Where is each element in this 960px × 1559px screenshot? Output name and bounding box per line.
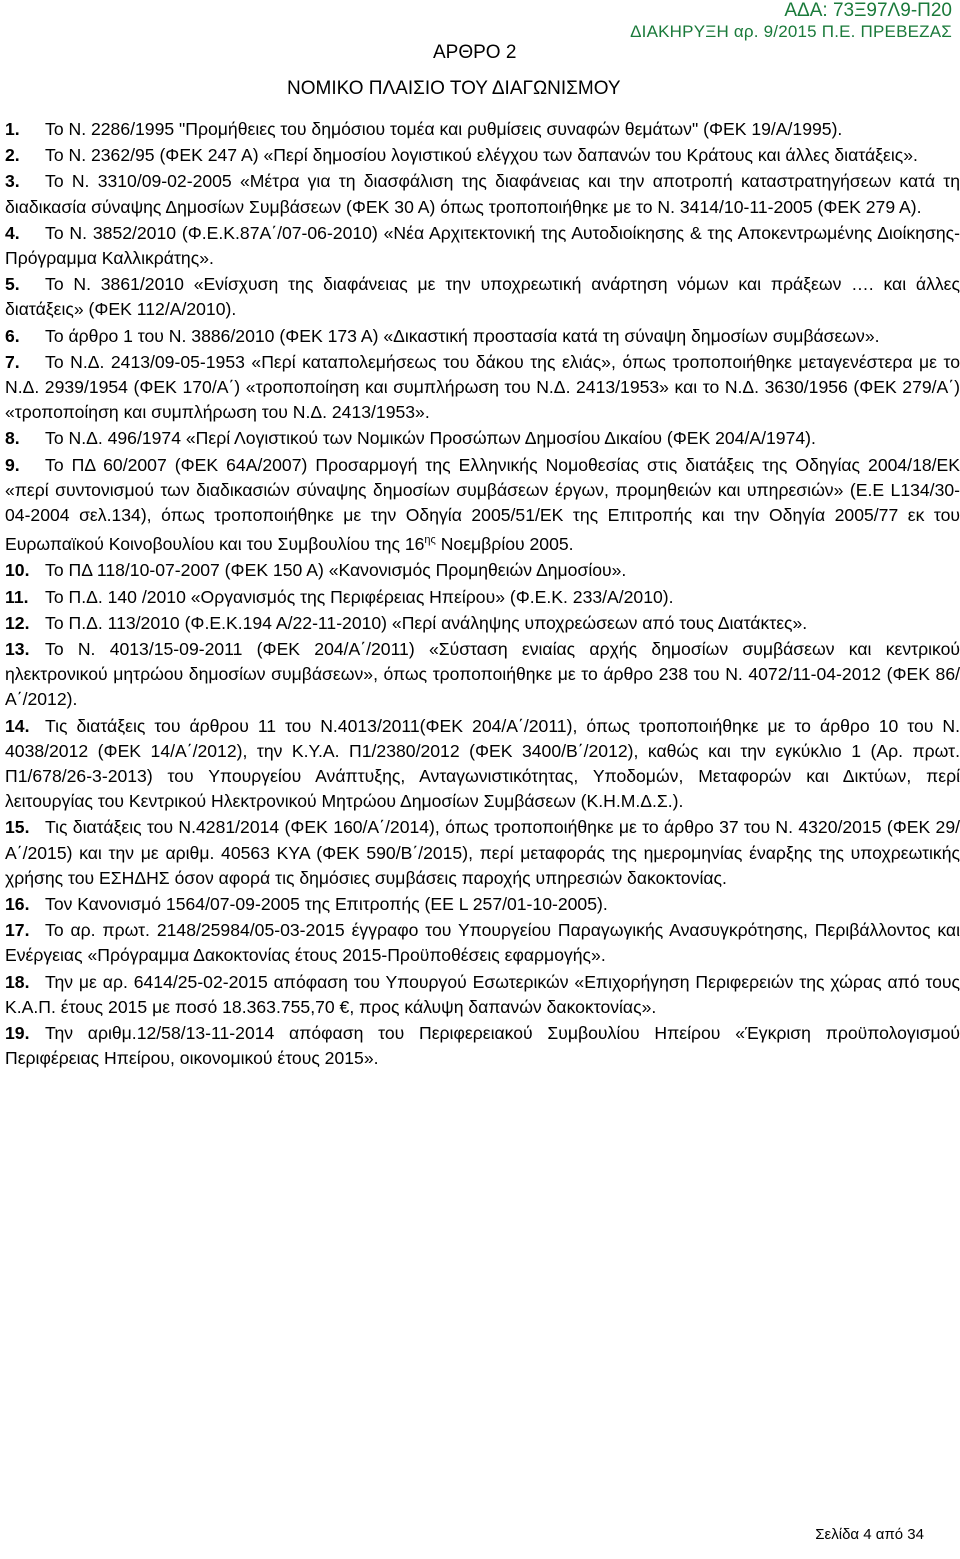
list-item [5, 611, 960, 636]
item-number: 11. [5, 586, 29, 607]
item-text: Το αρ. πρωτ. 2148/25984/05-03-2015 έγγραφο του Υπουργείου Παραγωγικής Ανασυγκρότησης, Περιβάλλοντος και Ενέργειας «Πρόγραμμα Δακοκτονίας έτους 2015-Προϋποθέσεις εφαρμογής». [5, 920, 960, 966]
article-title: ΝΟΜΙΚΟ ΠΛΑΙΣΙΟ ΤΟΥ ΔΙΑΓΩΝΙΣΜΟΥ [287, 78, 621, 99]
item-text: Τον Κανονισμό 1564/07-09-2005 της Επιτροπής (ΕΕ L 257/01-10-2005). [45, 893, 608, 914]
item-number: 2. [5, 145, 20, 166]
item-number: 12. [5, 612, 30, 633]
item-text: Την αριθμ.12/58/13-11-2014 απόφαση του Περιφερειακού Συμβουλίου Ηπείρου «Έγκριση προϋπολογισμού Περιφέρειας Ηπείρου, οικονομικού έτους 2015». [5, 1022, 960, 1069]
item-number: 17. [5, 920, 30, 941]
item-text: Το Ν. 3310/09-02-2005 «Μέτρα για τη διασφάλιση της διαφάνειας και την αποτροπή καταστρατηγήσεων κατά τη διαδικασία σύναψης Δημοσίων Συμβάσεων (ΦΕΚ 30 Α) όπως τροποποιήθηκε με το Ν. 3414/10-11-2005 (ΦΕΚ 279 Α). [5, 171, 960, 217]
list-item [5, 117, 960, 142]
list-item [5, 970, 960, 1020]
ada-code: ΑΔΑ: 73Ξ97Λ9-Π20 [784, 0, 952, 21]
item-text: Το Ν. 3852/2010 (Φ.Ε.Κ.87Α΄/07-06-2010) «Νέα Αρχιτεκτονική της Αυτοδιοίκησης & της Αποκεντρωμένης Διοίκησης-Πρόγραμμα Καλλικράτης». [5, 222, 960, 269]
list-item [5, 426, 960, 451]
item-number: 6. [5, 325, 20, 346]
item-text: Το ΠΔ 118/10-07-2007 (ΦΕΚ 150 Α) «Κανονισμός Προμηθειών Δημοσίου». [45, 560, 627, 581]
list-item [5, 272, 960, 322]
item-text: Το Π.Δ. 140 /2010 «Οργανισμός της Περιφέρειας Ηπείρου» (Φ.Ε.Κ. 233/Α/2010). [45, 586, 674, 607]
list-item [5, 143, 960, 168]
item-number: 7. [5, 351, 20, 372]
item-text: Το άρθρο 1 του Ν. 3886/2010 (ΦΕΚ 173 Α) «Δικαστική προστασία κατά τη σύναψη δημοσίων συμβάσεων». [45, 325, 880, 346]
legal-framework-list [5, 117, 960, 1072]
document-header [630, 0, 952, 41]
item-text-tail: Νοεμβρίου 2005. [435, 534, 574, 555]
list-item [5, 892, 960, 917]
item-text: Το Π.Δ. 113/2010 (Φ.Ε.Κ.194 Α/22-11-2010) «Περί ανάληψης υποχρεώσεων από τους Διατάκτες». [45, 612, 808, 633]
list-item [5, 1021, 960, 1071]
list-item [5, 918, 960, 968]
item-text: Την με αρ. 6414/25-02-2015 απόφαση του Υπουργού Εσωτερικών «Επιχορήγηση Περιφερειών της χώρας από τους Κ.Α.Π. έτους 2015 με ποσό 18.363.755,70 €, προς κάλυψη δαπανών δακοκτονίας». [5, 971, 960, 1017]
item-number: 14. [5, 715, 30, 736]
list-item [5, 221, 960, 271]
item-superscript: ης [424, 534, 436, 547]
item-number: 19. [5, 1022, 30, 1043]
item-number: 1. [5, 119, 20, 139]
item-number: 5. [5, 274, 20, 295]
item-text: Τις διατάξεις του Ν.4281/2014 (ΦΕΚ 160/Α΄/2014), όπως τροποποιήθηκε με το άρθρο 37 του Ν. 4320/2015 (ΦΕΚ 29/Α΄/2015) και την με αριθμ. 40563 ΚΥΑ (ΦΕΚ 590/Β΄/2015), περί μεταφοράς της ημερομηνίας έναρξης της υποχρεωτικής χρήσης του ΕΣΗΔΗΣ όσον αφορά τις δημόσιες συμβάσεις παροχής υπηρεσιών δακοκτονίας. [5, 817, 960, 888]
item-number: 15. [5, 817, 30, 838]
item-text: Το Ν. 2362/95 (ΦΕΚ 247 Α) «Περί δημοσίου λογιστικού ελέγχου των δαπανών του Κράτους και άλλες διατάξεις». [45, 145, 918, 166]
item-number: 3. [5, 171, 20, 192]
item-text: Το Ν.Δ. 496/1974 «Περί Λογιστικού των Νομικών Προσώπων Δημοσίου Δικαίου (ΦΕΚ 204/Α/1974). [45, 428, 816, 449]
list-item [5, 714, 960, 815]
list-item [5, 815, 960, 891]
list-item [5, 558, 960, 583]
list-item [5, 324, 960, 349]
list-item [5, 169, 960, 219]
item-text: Το Ν. 3861/2010 «Ενίσχυση της διαφάνειας με την υποχρεωτική ανάρτηση νόμων και πράξεων …. και άλλες διατάξεις» (ΦΕΚ 112/Α/2010). [5, 274, 960, 320]
item-text: Το Ν. 4013/15-09-2011 (ΦΕΚ 204/Α΄/2011) «Σύσταση ενιαίας αρχής δημοσίων συμβάσεων και κεντρικού ηλεκτρονικού μητρώου δημοσίων συμβάσεων», όπως τροποποιήθηκε με το άρθρο 238 του Ν. 4072/11-04-2012 (ΦΕΚ 86/Α΄/2012). [5, 638, 960, 710]
article-number: ΑΡΘΡΟ 2 [433, 42, 517, 63]
list-item [5, 637, 960, 713]
item-number: 18. [5, 971, 30, 992]
item-number: 10. [5, 560, 30, 581]
item-number: 9. [5, 454, 20, 475]
item-number: 8. [5, 428, 20, 449]
item-number: 4. [5, 222, 20, 243]
tender-reference: ΔΙΑΚΗΡΥΞΗ αρ. 9/2015 Π.Ε. ΠΡΕΒΕΖΑΣ [630, 21, 952, 41]
item-text: Το Ν. 2286/1995 "Προμήθειες του δημόσιου τομέα και ρυθμίσεις συναφών θεμάτων" (ΦΕΚ 19/Α/1995). [45, 119, 843, 139]
list-item [5, 585, 960, 610]
page-number: Σελίδα 4 από 34 [815, 1526, 924, 1543]
item-number: 13. [5, 638, 30, 659]
item-text: Το Ν.Δ. 2413/09-05-1953 «Περί καταπολεμήσεως του δάκου της ελιάς», όπως τροποποιήθηκε μεταγενέστερα με το Ν.Δ. 2939/1954 (ΦΕΚ 170/Α΄) «τροποποίηση και συμπλήρωση του Ν.Δ. 2413/1953» και το Ν.Δ. 3630/1956 (ΦΕΚ 279/Α΄) «τροποποίηση και συμπλήρωση του Ν.Δ. 2413/1953». [5, 351, 960, 423]
item-text: Τις διατάξεις του άρθρου 11 του Ν.4013/2011(ΦΕΚ 204/Α΄/2011), όπως τροποποιήθηκε με το άρθρο 10 του Ν. 4038/2012 (ΦΕΚ 14/Α΄/2012), την Κ.Υ.Α. Π1/2380/2012 (ΦΕΚ 3400/Β΄/2012), καθώς και την εγκύκλιο 1 (Αρ. πρωτ. Π1/678/26-3-2013) του Υπουργείου Ανάπτυξης, Ανταγωνιστικότητας, Υποδομών, Μεταφορών και Δικτύων, περί λειτουργίας του Κεντρικού Ηλεκτρονικού Μητρώου Δημοσίων Συμβάσεων (Κ.Η.Μ.Δ.Σ.). [5, 715, 960, 812]
list-item [5, 453, 960, 558]
item-number: 16. [5, 893, 30, 914]
item-text: Το ΠΔ 60/2007 (ΦΕΚ 64Α/2007) Προσαρμογή της Ελληνικής Νομοθεσίας στις διατάξεις της Οδηγίας 2004/18/ΕΚ «περί συντονισμού των διαδικασιών σύναψης δημοσίων συμβάσεων έργων, προμηθειών και υπηρεσιών» (Ε.Ε L134/30-04-2004 σελ.134), όπως τροποποιήθηκε με την Οδηγία 2005/51/ΕΚ της Επιτροπής και την Οδηγία 2005/77 εκ του Ευρωπαϊκού Κοινοβουλίου και του Συμβουλίου της 16 [5, 454, 960, 555]
list-item [5, 350, 960, 426]
